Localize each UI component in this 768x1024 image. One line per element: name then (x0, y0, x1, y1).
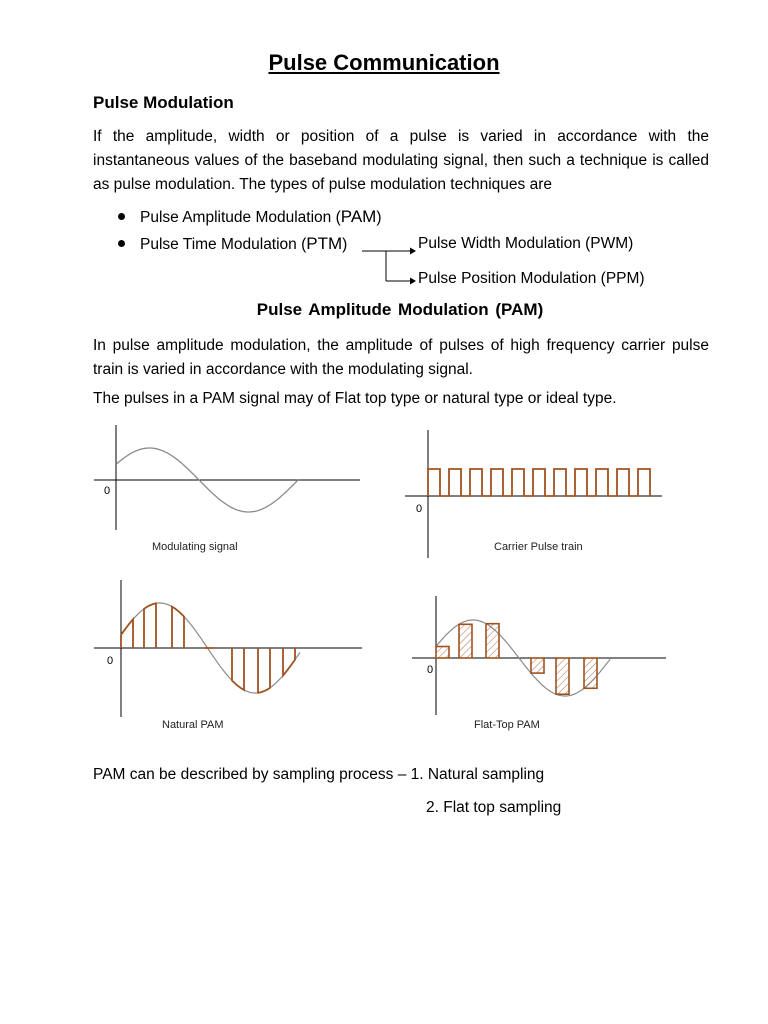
origin-label: 0 (104, 485, 111, 497)
ptm-branch-ppm: Pulse Position Modulation (PPM) (418, 270, 645, 287)
figure-flat-top-pam (412, 596, 666, 731)
bullet-pam: Pulse Amplitude Modulation (PAM) (140, 207, 382, 226)
pulse-modulation-paragraph: If the amplitude, width or position of a pulse is varied in accordance with the instantaneous values of the baseband modulating signal, then such a technique is called as pulse modulation. The types of pulse modulation techniques are (93, 128, 709, 193)
figure-natural-pam (94, 580, 362, 731)
sampling-intro: PAM can be described by sampling process – 1. Natural sampling (93, 766, 545, 783)
flat-top-pulse (486, 624, 499, 658)
caption-modulating-signal: Modulating signal (152, 541, 238, 553)
caption-flat-top-pam: Flat-Top PAM (474, 719, 540, 731)
pam-types-paragraph: The pulses in a PAM signal may of Flat top type or natural type or ideal type. (93, 390, 617, 407)
section-heading-pulse-modulation: Pulse Modulation (93, 93, 234, 112)
sampling-item-2: 2. Flat top sampling (426, 799, 562, 816)
flat-top-pulse (584, 658, 597, 688)
figure-modulating-signal (94, 425, 360, 553)
section-heading-pam: Pulse Amplitude Modulation (PAM) (256, 300, 544, 319)
flat-top-pulse (531, 658, 544, 673)
origin-label: 0 (427, 664, 434, 676)
origin-label: 0 (107, 655, 114, 667)
ptm-branch-pwm: Pulse Width Modulation (PWM) (418, 235, 634, 252)
flat-top-pulse (459, 624, 472, 658)
flat-top-pulse (556, 658, 569, 694)
pam-paragraph: In pulse amplitude modulation, the amplitude of pulses of high frequency carrier pulse train is varied in accordance with the modulating signal. (93, 337, 709, 378)
bullet-ptm: Pulse Time Modulation (PTM) (140, 234, 348, 253)
figure-carrier-pulse-train (405, 430, 662, 558)
caption-carrier-pulse-train: Carrier Pulse train (494, 541, 583, 553)
caption-natural-pam: Natural PAM (162, 719, 224, 731)
origin-label: 0 (416, 503, 423, 515)
flat-top-pulse (436, 647, 449, 659)
page-title: Pulse Communication (268, 50, 500, 75)
